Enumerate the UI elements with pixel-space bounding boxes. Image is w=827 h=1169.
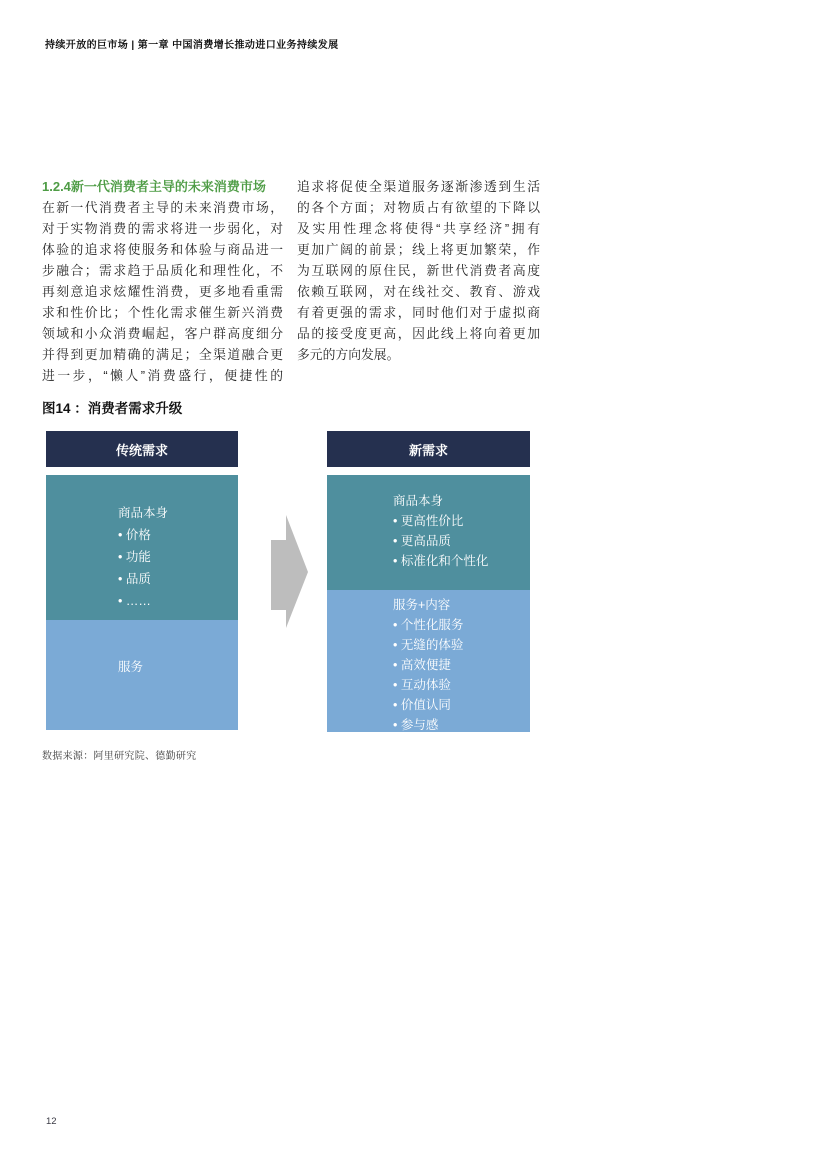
section-title: 商品本身 — [118, 506, 169, 520]
body-line: 在新一代消费者主导的未来消费市场， — [42, 200, 283, 215]
body-line: 多元的方向发展。 — [297, 347, 400, 362]
body-line: 领域和小众消费崛起，客户群高度细分 — [42, 326, 283, 341]
body-line: 再刻意追求炫耀性消费，更多地看重需 — [42, 284, 283, 299]
body-line: 并得到更加精确的满足；全渠道融合更 — [42, 347, 283, 362]
body-line: 追求将促使全渠道服务逐渐渗透到生活 — [297, 179, 540, 194]
bullet-item: • 互动体验 — [393, 675, 530, 695]
section-heading: 1.2.4新一代消费者主导的未来消费市场 — [42, 179, 266, 194]
bullet-item: • 无缝的体验 — [393, 635, 530, 655]
figure-box-traditional — [46, 431, 238, 730]
figure-title: 图14 ：消费者需求升级 — [42, 401, 183, 416]
figure-section-service — [46, 620, 238, 730]
body-line: 步融合；需求趋于品质化和理性化，不 — [42, 263, 283, 278]
figure-box-new — [327, 431, 530, 732]
body-line: 依赖互联网，对在线社交、教育、游戏 — [297, 284, 540, 299]
bullet-item: • 参与感 — [393, 715, 530, 732]
figure-box-header: 传统需求 — [46, 431, 238, 467]
figure-box-header: 新需求 — [327, 431, 530, 467]
bullet-item: • 价值认同 — [393, 695, 530, 715]
figure-section-product — [46, 475, 238, 620]
figure-section-product — [327, 475, 530, 590]
body-line: 的各个方面；对物质占有欲望的下降以 — [297, 200, 540, 215]
bullet-item: • 更高品质 — [393, 531, 530, 551]
body-line: 体验的追求将使服务和体验与商品进一 — [42, 242, 283, 257]
page-number: 12 — [46, 1116, 57, 1127]
right-arrow-icon — [269, 514, 309, 630]
bullet-item: • 标准化和个性化 — [393, 551, 530, 571]
body-column-left — [42, 176, 283, 386]
section-title: 服务+内容 — [393, 598, 451, 612]
body-line: 更加广阔的前景；线上将更加繁荣，作 — [297, 242, 540, 257]
body-line: 进一步，“懒人”消费盛行，便捷性的 — [42, 368, 283, 383]
figure-section-service — [327, 590, 530, 732]
body-line: 求和性价比；个性化需求催生新兴消费 — [42, 305, 283, 320]
running-header: 持续开放的巨市场 | 第一章 中国消费增长推动进口业务持续发展 — [45, 40, 339, 51]
body-line: 对于实物消费的需求将进一步弱化，对 — [42, 221, 283, 236]
bullet-item: • …… — [118, 590, 238, 612]
section-title: 商品本身 — [393, 494, 444, 508]
body-line: 及实用性理念将使得“共享经济”拥有 — [297, 221, 540, 236]
bullet-item: • 高效便捷 — [393, 655, 530, 675]
bullet-item: • 个性化服务 — [393, 615, 530, 635]
section-title: 服务 — [118, 660, 144, 674]
bullet-item: • 品质 — [118, 568, 238, 590]
bullet-item: • 价格 — [118, 524, 238, 546]
bullet-item: • 更高性价比 — [393, 511, 530, 531]
body-column-right — [297, 176, 540, 365]
body-line: 品的接受度更高，因此线上将向着更加 — [297, 326, 540, 341]
figure-source: 数据来源：阿里研究院、德勤研究 — [42, 751, 197, 762]
body-line: 有着更强的需求，同时他们对于虚拟商 — [297, 305, 540, 320]
body-line: 为互联网的原住民，新世代消费者高度 — [297, 263, 540, 278]
bullet-item: • 功能 — [118, 546, 238, 568]
